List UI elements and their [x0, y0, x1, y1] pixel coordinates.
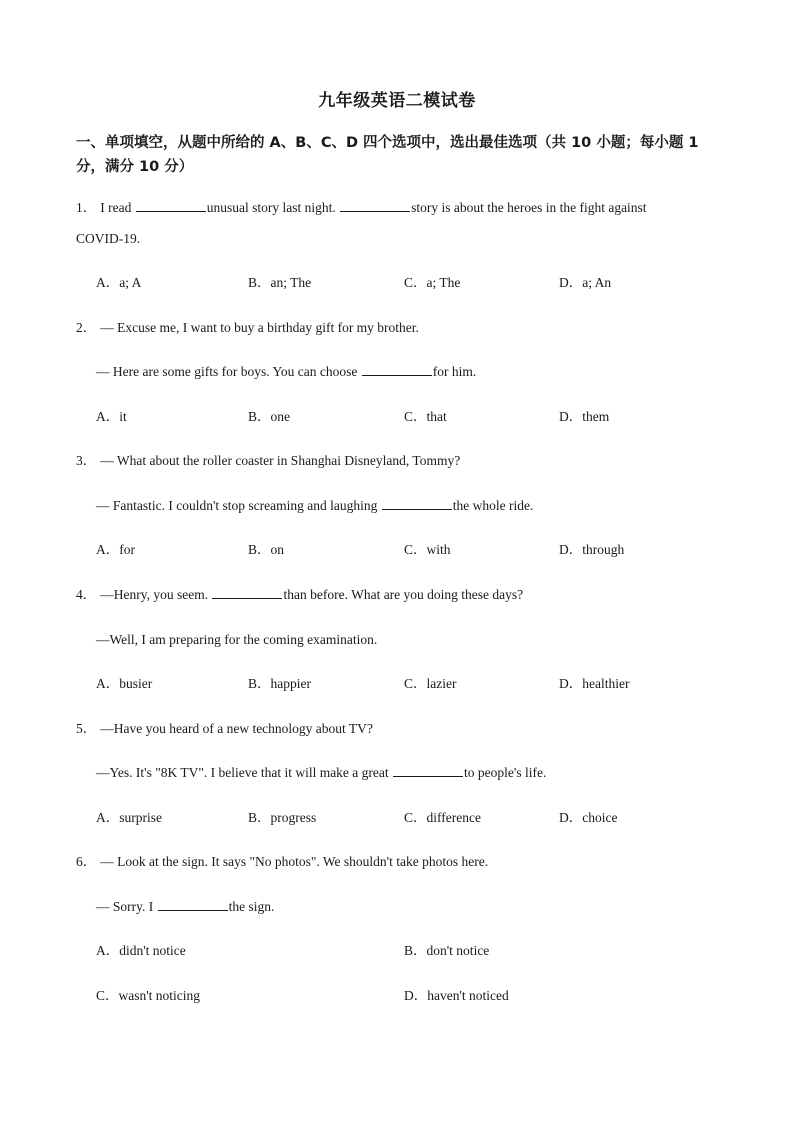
question-text: — Excuse me, I want to buy a birthday gift for my brother. [100, 320, 419, 335]
option-d: D．choice [559, 810, 618, 825]
answer-blank [362, 363, 432, 376]
question-text: story is about the heroes in the fight against [411, 200, 647, 215]
question-number: 5． [76, 721, 97, 736]
option-a: A．it [96, 409, 127, 424]
option-d: D．healthier [559, 676, 630, 691]
option-b: B．on [248, 542, 285, 557]
question-number: 3． [76, 453, 97, 468]
question-1-line-1 [76, 199, 647, 217]
option-c: C．that [404, 409, 447, 424]
option-c: C．difference [404, 810, 481, 825]
question-text: —Yes. It's "8K TV". I believe that it will make a great [96, 765, 389, 780]
option-d: D．through [559, 542, 625, 557]
option-a: A．didn't notice [96, 943, 186, 958]
question-5-line-1 [76, 720, 373, 738]
question-number: 1． [76, 200, 97, 215]
question-text: for him. [432, 364, 477, 379]
answer-blank [382, 497, 452, 510]
question-text: — Sorry. I [96, 899, 154, 914]
page-title: 九年级英语二模试卷 [318, 91, 476, 111]
option-d: D．them [559, 409, 610, 424]
answer-blank [158, 898, 228, 911]
option-a: A．surprise [96, 810, 162, 825]
question-text: to people's life. [464, 765, 547, 780]
question-2-line-2 [96, 363, 476, 381]
question-text: —Henry, you seem. [100, 587, 209, 602]
question-number: 2． [76, 320, 97, 335]
section-heading: 一、单项填空，从题中所给的 A、B、C、D 四个选项中，选出最佳选项（共 10 小题；每小题 1 分，满分 10 分） [76, 135, 699, 175]
option-b: B．don't notice [404, 943, 490, 958]
question-text: — Look at the sign. It says "No photos". We shouldn't take photos here. [100, 854, 489, 869]
question-text: — Here are some gifts for boys. You can choose [96, 364, 358, 379]
question-text: — Fantastic. I couldn't stop screaming and laughing [96, 498, 378, 513]
question-3-line-2 [96, 497, 533, 515]
question-2-line-1 [76, 319, 419, 337]
question-3-line-1 [76, 452, 460, 470]
question-6-line-2 [96, 898, 274, 916]
option-c: C．a; The [404, 275, 461, 290]
question-text: unusual story last night. [206, 200, 336, 215]
option-c: C．with [404, 542, 451, 557]
option-b: B．one [248, 409, 290, 424]
option-c: C．lazier [404, 676, 457, 691]
question-6-line-1 [76, 853, 488, 871]
option-b: B．progress [248, 810, 317, 825]
question-text: I read [100, 200, 132, 215]
option-b: B．happier [248, 676, 311, 691]
question-4-line-1 [76, 586, 523, 604]
option-a: A．for [96, 542, 135, 557]
question-number: 6． [76, 854, 97, 869]
answer-blank [212, 586, 282, 599]
question-text: — What about the roller coaster in Shanghai Disneyland, Tommy? [100, 453, 461, 468]
question-text: the sign. [228, 899, 275, 914]
question-5-line-2 [96, 764, 546, 782]
option-c: C．wasn't noticing [96, 988, 201, 1003]
option-d: D．a; An [559, 275, 612, 290]
question-text: than before. What are you doing these days? [283, 587, 524, 602]
answer-blank [393, 764, 463, 777]
option-d: D．haven't noticed [404, 988, 509, 1003]
answer-blank [340, 199, 410, 212]
answer-blank [136, 199, 206, 212]
question-4-line-2: —Well, I am preparing for the coming examination. [96, 632, 378, 647]
option-b: B．an; The [248, 275, 312, 290]
option-a: A．busier [96, 676, 153, 691]
option-a: A．a; A [96, 275, 142, 290]
question-1-line-2: COVID-19. [76, 231, 141, 246]
question-text: the whole ride. [452, 498, 534, 513]
question-number: 4． [76, 587, 97, 602]
question-text: —Have you heard of a new technology about TV? [100, 721, 373, 736]
